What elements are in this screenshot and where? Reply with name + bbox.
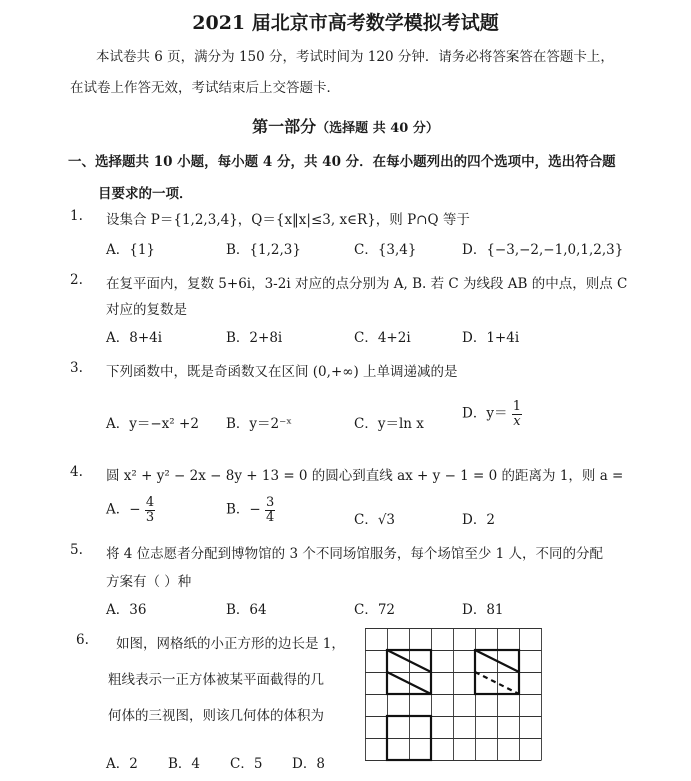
question-2-option-b: B．2+8i: [226, 330, 283, 346]
question-3-stem: 下列函数中，既是奇函数又在区间 (0,+∞) 上单调递减的是: [106, 364, 458, 380]
question-1-option-d: D．{−3,−2,−1,0,1,2,3}: [462, 242, 624, 258]
question-2-number: 2.: [70, 272, 83, 288]
question-1-number: 1.: [70, 208, 83, 224]
question-6-option-d: D．8: [292, 756, 325, 772]
fraction-denominator: x: [513, 413, 521, 429]
question-4-option-b-label: B．−: [226, 501, 261, 518]
question-3-option-d-fraction: [512, 400, 522, 428]
question-4-option-c: C．√3: [354, 512, 396, 528]
question-2-option-a: A．8+4i: [106, 330, 163, 346]
intro-line-2: 在试卷上作答无效，考试结束后上交答题卡．: [70, 80, 340, 96]
question-5-number: 5.: [70, 542, 83, 558]
question-6-option-c: C．5: [230, 756, 263, 772]
question-5-option-c: C．72: [354, 602, 396, 618]
question-2-stem-line-1: 在复平面内，复数 5+6i，3-2i 对应的点分别为 A, B. 若 C 为线段 AB 的中点，则点 C: [106, 276, 628, 292]
question-5-stem-line-2: 方案有（ ）种: [106, 574, 192, 590]
fraction-numerator: 1: [512, 399, 522, 414]
question-6-number: 6.: [76, 632, 89, 648]
question-4-number: 4.: [70, 464, 83, 480]
side-view-square: [475, 650, 519, 694]
question-4-option-a-fraction: [145, 496, 155, 524]
side-view-cut-line: [475, 650, 519, 672]
question-3-option-a: A．y＝−x² +2: [106, 416, 199, 432]
side-view-hidden-line: [475, 672, 519, 694]
question-4-option-a-label: A．−: [106, 501, 141, 518]
question-3-option-b: B．y＝2⁻ˣ: [226, 416, 292, 432]
top-view-square: [387, 716, 431, 760]
question-6-stem-line-1: 如图，网格纸的小正方形的边长是 1，: [116, 636, 345, 652]
question-3-option-d: [462, 400, 522, 428]
instruction-line-1: 一、选择题共 10 小题，每小题 4 分，共 40 分．在每小题列出的四个选项中，选出符合题: [68, 154, 616, 170]
question-1-option-c: C．{3,4}: [354, 242, 417, 258]
question-1-stem: 设集合 P＝{1,2,3,4}，Q＝{x‖x|≤3, x∈R}，则 P∩Q 等于: [106, 212, 470, 228]
bold-view-outlines: [387, 650, 519, 760]
question-4-option-a: [106, 496, 155, 524]
three-view-grid-figure: [365, 628, 555, 778]
question-6-stem-line-2: 粗线表示一正方体被某平面截得的几: [108, 672, 324, 688]
question-6-stem-line-3: 何体的三视图，则该几何体的体积为: [108, 708, 324, 724]
question-3-option-d-label: D．y＝: [462, 405, 508, 422]
front-view-cut-line-1: [387, 650, 431, 672]
question-4-option-b: [226, 496, 275, 524]
front-view-cut-line-2: [387, 672, 431, 694]
question-4-stem: 圆 x² + y² − 2x − 8y + 13 = 0 的圆心到直线 ax + y − 1 = 0 的距离为 1，则 a =: [106, 468, 624, 484]
question-5-option-b: B．64: [226, 602, 267, 618]
question-6-option-a: A．2: [106, 756, 138, 772]
fraction-denominator: 4: [266, 509, 275, 525]
fraction-numerator: 4: [145, 495, 155, 510]
question-3-option-c: C．y＝ln x: [354, 416, 424, 432]
question-3-number: 3.: [70, 360, 83, 376]
question-2-stem-line-2: 对应的复数是: [106, 302, 187, 318]
question-4-option-b-fraction: [265, 496, 275, 524]
intro-line-1: 本试卷共 6 页，满分为 150 分，考试时间为 120 分钟．请务必将答案答在答题卡上，: [96, 49, 614, 65]
section-subtitle: （选择题 共 40 分）: [316, 121, 439, 136]
section-title: 第一部分: [252, 117, 317, 136]
question-5-option-d: D．81: [462, 602, 504, 618]
section-heading: [0, 114, 691, 137]
instruction-line-2: 目要求的一项．: [98, 186, 193, 202]
fraction-numerator: 3: [266, 495, 275, 510]
exam-title: 2021 届北京市高考数学模拟考试题: [192, 12, 499, 34]
front-view-square: [387, 650, 431, 694]
question-1-option-b: B．{1,2,3}: [226, 242, 301, 258]
question-2-option-d: D．1+4i: [462, 330, 520, 346]
fraction-denominator: 3: [145, 509, 155, 525]
question-5-stem-line-1: 将 4 位志愿者分配到博物馆的 3 个不同场馆服务，每个场馆至少 1 人，不同的分配: [106, 546, 604, 562]
question-5-option-a: A．36: [106, 602, 147, 618]
question-1-option-a: A．{1}: [106, 242, 156, 258]
question-4-option-d: D．2: [462, 512, 495, 528]
question-2-option-c: C．4+2i: [354, 330, 411, 346]
question-6-option-b: B．4: [168, 756, 201, 772]
